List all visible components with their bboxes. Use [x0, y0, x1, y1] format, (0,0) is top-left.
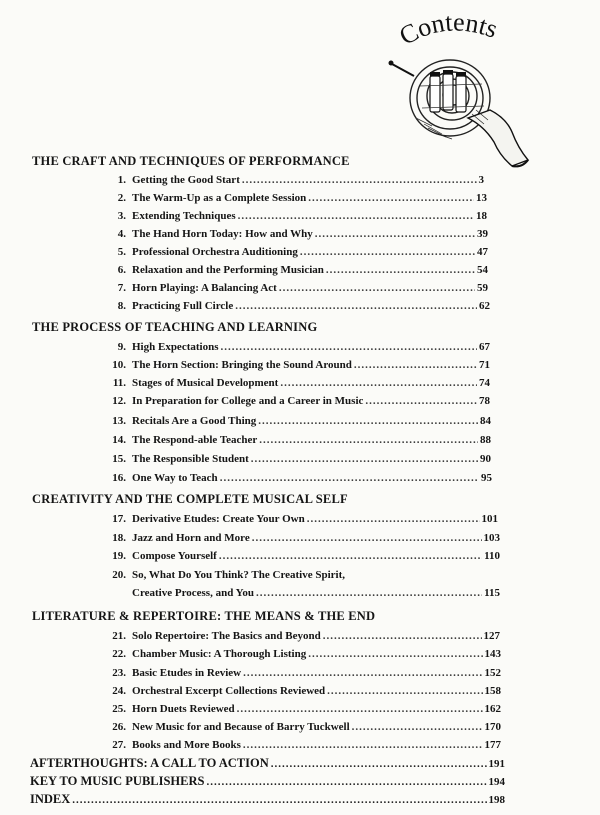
chapter-title: So, What Do You Think? The Creative Spirit,	[132, 569, 346, 581]
chapter-title: Horn Duets Reviewed	[132, 703, 235, 715]
chapter-title: Relaxation and the Performing Musician	[132, 264, 324, 276]
page-number: 95	[481, 472, 492, 484]
page-number: 152	[484, 667, 501, 679]
toc-entry	[104, 630, 500, 646]
toc-entry	[104, 434, 491, 450]
section-heading: THE CRAFT AND TECHNIQUES OF PERFORMANCE	[32, 154, 350, 168]
chapter-number: 3.	[117, 210, 126, 222]
chapter-title: In Preparation for College and a Career in Music	[132, 395, 364, 407]
chapter-title: Getting the Good Start	[132, 174, 240, 186]
toc-entry	[104, 532, 500, 548]
section-heading: CREATIVITY AND THE COMPLETE MUSICAL SELF	[32, 492, 348, 506]
page-number: 170	[484, 721, 501, 733]
chapter-number: 13.	[112, 415, 126, 427]
chapter-title: Orchestral Excerpt Collections Reviewed	[132, 685, 326, 697]
page-number: 101	[481, 513, 498, 525]
toc-entry	[104, 395, 490, 411]
toc-entry	[104, 228, 488, 244]
page-number: 39	[477, 228, 488, 240]
chapter-title: The Hand Horn Today: How and Why	[132, 228, 313, 240]
chapter-title: Jazz and Horn and More	[132, 532, 250, 544]
contents-header-art	[372, 6, 532, 176]
chapter-title: Horn Playing: A Balancing Act	[132, 282, 277, 294]
chapter-title-continuation: Creative Process, and You	[132, 587, 255, 599]
toc-entry	[104, 472, 492, 488]
toc-entry	[104, 210, 487, 226]
page-number: 67	[479, 341, 490, 353]
chapter-number: 18.	[112, 532, 126, 544]
chapter-title: One Way to Teach	[132, 472, 218, 484]
section-heading: LITERATURE & REPERTOIRE: THE MEANS & THE END	[32, 609, 376, 623]
french-horn-illustration	[372, 6, 532, 176]
chapter-number: 7.	[117, 282, 126, 294]
toc-entry	[104, 667, 501, 683]
toc-entry	[104, 569, 500, 585]
chapter-number: 27.	[112, 739, 126, 751]
chapter-number: 22.	[112, 648, 126, 660]
chapter-number: 6.	[117, 264, 126, 276]
chapter-number: 17.	[112, 513, 126, 525]
back-matter-entry	[30, 774, 505, 790]
section-heading: THE PROCESS OF TEACHING AND LEARNING	[32, 320, 318, 334]
page-number: 191	[488, 758, 505, 770]
chapter-title: Books and More Books	[132, 739, 241, 751]
chapter-number: 14.	[112, 434, 126, 446]
chapter-number: 1.	[117, 174, 126, 186]
chapter-number: 16.	[112, 472, 126, 484]
toc-entry	[104, 192, 487, 208]
chapter-title: Extending Techniques	[132, 210, 236, 222]
chapter-title: Compose Yourself	[132, 550, 217, 562]
page-number: 78	[479, 395, 490, 407]
toc-entry	[104, 246, 488, 262]
contents-title: Contents	[394, 7, 502, 51]
page-number: 62	[479, 300, 490, 312]
toc-entry	[104, 174, 484, 190]
chapter-number: 9.	[117, 341, 126, 353]
chapter-number: 5.	[117, 246, 126, 258]
chapter-title: Derivative Etudes: Create Your Own	[132, 513, 305, 525]
chapter-title: Basic Etudes in Review	[132, 667, 242, 679]
back-matter-entry	[30, 756, 505, 772]
chapter-number: 25.	[112, 703, 126, 715]
chapter-number: 19.	[112, 550, 126, 562]
toc-entry	[104, 648, 501, 664]
chapter-number: 11.	[112, 377, 126, 389]
toc-entry	[104, 739, 501, 755]
chapter-title: Chamber Music: A Thorough Listing	[132, 648, 307, 660]
toc-entry	[104, 300, 490, 316]
toc-entry	[104, 359, 490, 375]
chapter-title: The Responsible Student	[132, 453, 249, 465]
toc-entry	[104, 282, 488, 298]
toc-entry	[104, 703, 501, 719]
toc-entry-continuation	[132, 587, 500, 603]
back-matter-title: INDEX	[30, 792, 71, 806]
back-matter-title: KEY TO MUSIC PUBLISHERS	[30, 774, 205, 788]
page-number: 74	[479, 377, 490, 389]
chapter-number: 24.	[112, 685, 126, 697]
page-number: 84	[480, 415, 491, 427]
page-number: 177	[484, 739, 501, 751]
toc-entry	[104, 264, 488, 280]
chapter-title: Practicing Full Circle	[132, 300, 234, 312]
page-number: 194	[488, 776, 505, 788]
chapter-title: Professional Orchestra Auditioning	[132, 246, 298, 258]
chapter-title: The Respond-able Teacher	[132, 434, 258, 446]
page-number: 158	[484, 685, 501, 697]
chapter-number: 23.	[112, 667, 126, 679]
page-number: 90	[480, 453, 491, 465]
page-number: 18	[476, 210, 487, 222]
page-number: 198	[488, 794, 505, 806]
page-number: 71	[479, 359, 490, 371]
chapter-title: The Warm-Up as a Complete Session	[132, 192, 307, 204]
toc-entry	[104, 721, 501, 737]
back-matter-entry	[30, 792, 505, 808]
page-number: 88	[480, 434, 491, 446]
chapter-title: Recitals Are a Good Thing	[132, 415, 257, 427]
page-number: 3	[478, 174, 484, 186]
page-number: 115	[484, 587, 500, 599]
chapter-title: Solo Repertoire: The Basics and Beyond	[132, 630, 321, 642]
chapter-number: 26.	[112, 721, 126, 733]
chapter-number: 10.	[112, 359, 126, 371]
toc-entry	[104, 453, 491, 469]
chapter-title: Stages of Musical Development	[132, 377, 279, 389]
chapter-number: 8.	[117, 300, 126, 312]
chapter-number: 12.	[112, 395, 126, 407]
page-number: 162	[484, 703, 501, 715]
toc-entry	[104, 550, 500, 566]
chapter-number: 21.	[112, 630, 126, 642]
chapter-number: 2.	[117, 192, 126, 204]
page-number: 110	[484, 550, 500, 562]
chapter-number: 20.	[112, 569, 126, 581]
chapter-title: New Music for and Because of Barry Tuckwell	[132, 721, 350, 733]
toc-entry	[104, 341, 490, 357]
page-number: 13	[476, 192, 487, 204]
chapter-title: The Horn Section: Bringing the Sound Around	[132, 359, 352, 371]
toc-entry	[104, 685, 501, 701]
toc-entry	[104, 513, 498, 529]
toc-entry	[104, 415, 491, 431]
toc-entry	[104, 377, 490, 393]
page-number: 47	[477, 246, 488, 258]
page-number: 103	[483, 532, 500, 544]
chapter-number: 15.	[112, 453, 126, 465]
back-matter-title: AFTERTHOUGHTS: A CALL TO ACTION	[30, 756, 269, 770]
page-number: 143	[484, 648, 501, 660]
page-number: 59	[477, 282, 488, 294]
chapter-number: 4.	[117, 228, 126, 240]
page-number: 127	[483, 630, 500, 642]
chapter-title: High Expectations	[132, 341, 219, 353]
page-number: 54	[477, 264, 488, 276]
